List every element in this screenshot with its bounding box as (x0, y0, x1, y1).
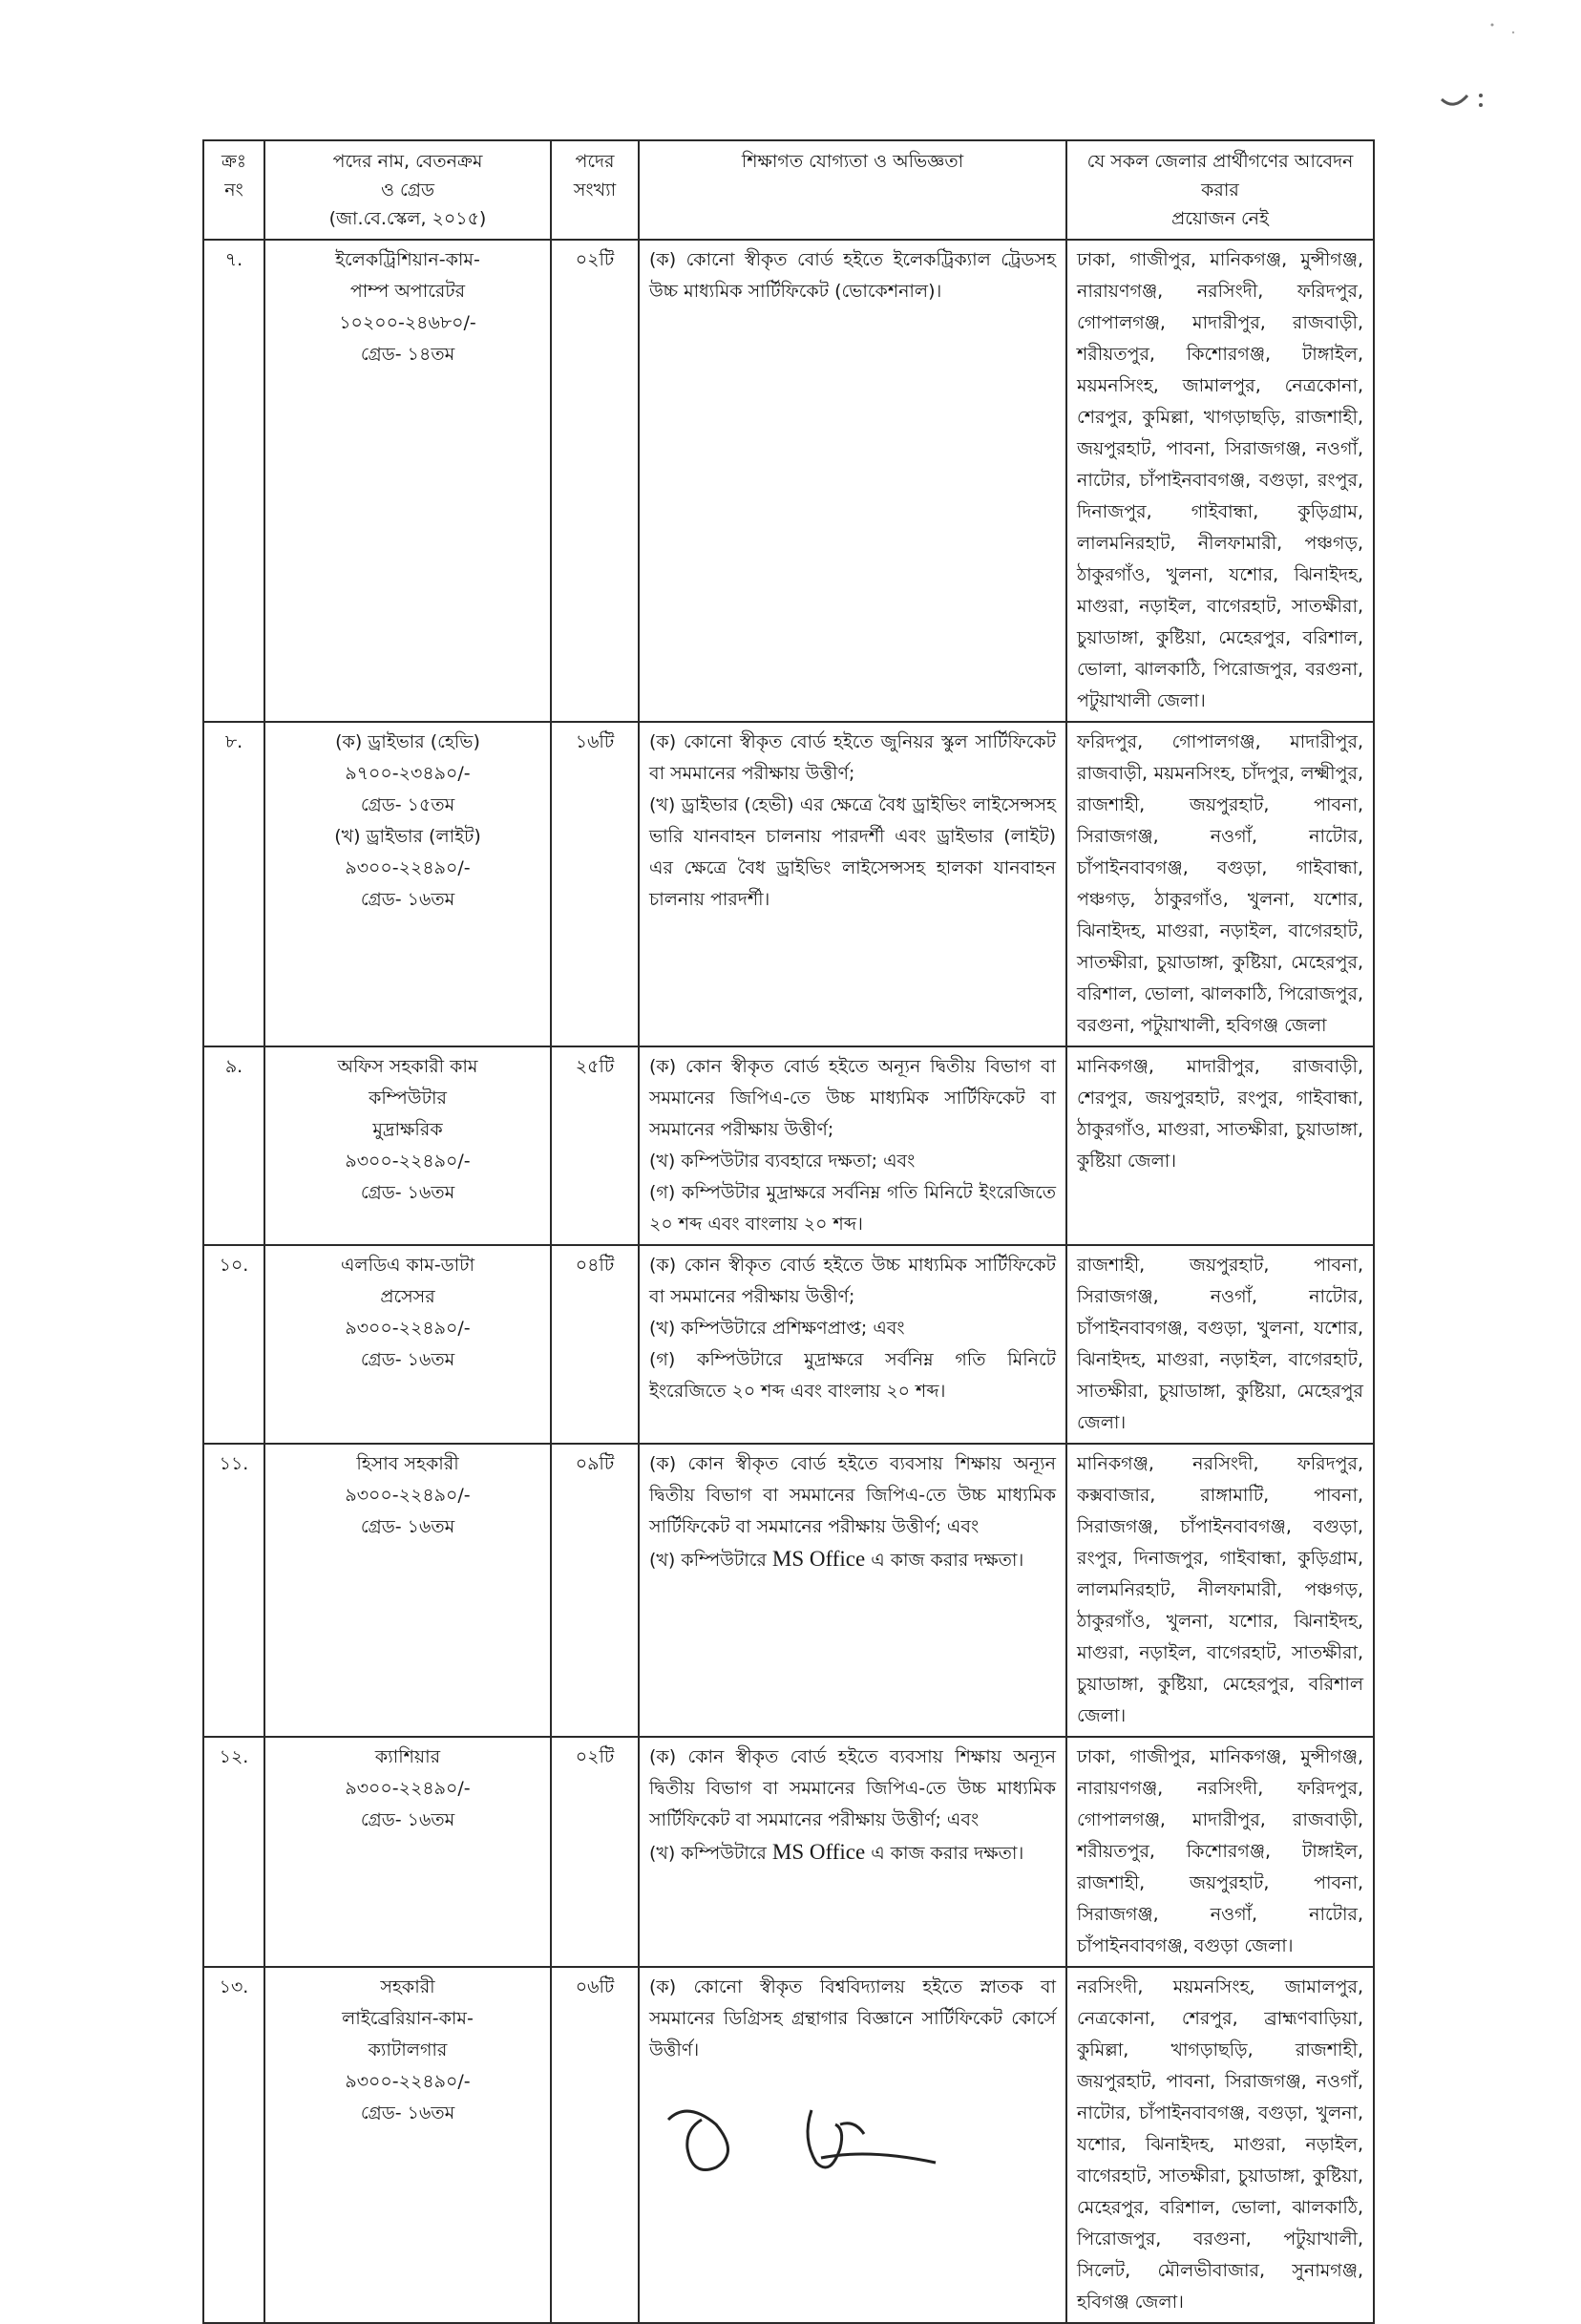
districts-cell: মানিকগঞ্জ, মাদারীপুর, রাজবাড়ী, শেরপুর, জয়পুরহাট, রংপুর, গাইবান্ধা, ঠাকুরগাঁও, মাগুরা, সাতক্ষীরা, চুয়াডাঙ্গা, কুষ্টিয়া জেলা। (1066, 1046, 1374, 1245)
table-header-row (203, 140, 1374, 240)
header-education: শিক্ষাগত যোগ্যতা ও অভিজ্ঞতা (639, 140, 1066, 240)
districts-cell: ঢাকা, গাজীপুর, মানিকগঞ্জ, মুন্সীগঞ্জ, নারায়ণগঞ্জ, নরসিংদী, ফরিদপুর, গোপালগঞ্জ, মাদারীপুর, রাজবাড়ী, শরীয়তপুর, কিশোরগঞ্জ, টাঙ্গাইল, ময়মনসিংহ, জামালপুর, নেত্রকোনা, শেরপুর, কুমিল্লা, খাগড়াছড়ি, রাজশাহী, জয়পুরহাট, পাবনা, সিরাজগঞ্জ, নওগাঁ, নাটোর, চাঁপাইনবাবগঞ্জ, বগুড়া, রংপুর, দিনাজপুর, গাইবান্ধা, কুড়িগ্রাম, লালমনিরহাট, নীলফামারী, পঞ্চগড়, ঠাকুরগাঁও, খুলনা, যশোর, ঝিনাইদহ, মাগুরা, নড়াইল, বাগেরহাট, সাতক্ষীরা, চুয়াডাঙ্গা, কুষ্টিয়া, মেহেরপুর, বরিশাল, ভোলা, ঝালকাঠি, পিরোজপুর, বরগুনা, পটুয়াখালী জেলা। (1066, 240, 1374, 722)
count-cell: ০৯টি (551, 1444, 639, 1737)
count-cell: ০৪টি (551, 1245, 639, 1444)
pen-mark-icon (1437, 86, 1494, 124)
education-cell: (ক) কোন স্বীকৃত বোর্ড হইতে ব্যবসায় শিক্ষায় অন্যূন দ্বিতীয় বিভাগ বা সমমানের জিপিএ-তে উচ্চ মাধ্যমিক সার্টিফিকেট বা সমমানের পরীক্ষায় উত্তীর্ণ; এবং (খ) কম্পিউটারে MS Office এ কাজ করার দক্ষতা। (639, 1737, 1066, 1967)
count-cell: ০২টি (551, 1737, 639, 1967)
count-cell: ০২টি (551, 240, 639, 722)
header-districts: যে সকল জেলার প্রার্থীগণের আবেদন করার প্রয়োজন নেই (1066, 140, 1374, 240)
table-row (203, 1245, 1374, 1444)
serial-cell: ১৩. (203, 1967, 264, 2323)
table-row (203, 240, 1374, 722)
post-cell: ইলেকট্রিশিয়ান-কাম- পাম্প অপারেটর ১০২০০-২৪৬৮০/- গ্রেড- ১৪তম (264, 240, 551, 722)
header-post: পদের নাম, বেতনক্রম ও গ্রেড (জা.বে.স্কেল, ২০১৫) (264, 140, 551, 240)
serial-cell: ৯. (203, 1046, 264, 1245)
serial-cell: ১০. (203, 1245, 264, 1444)
districts-cell: রাজশাহী, জয়পুরহাট, পাবনা, সিরাজগঞ্জ, নওগাঁ, নাটোর, চাঁপাইনবাবগঞ্জ, বগুড়া, খুলনা, যশোর, ঝিনাইদহ, মাগুরা, নড়াইল, বাগেরহাট, সাতক্ষীরা, চুয়াডাঙ্গা, কুষ্টিয়া, মেহেরপুর জেলা। (1066, 1245, 1374, 1444)
education-cell: (ক) কোনো স্বীকৃত বোর্ড হইতে ইলেকট্রিক্যাল ট্রেডসহ উচ্চ মাধ্যমিক সার্টিফিকেট (ভোকেশনাল)। (639, 240, 1066, 722)
serial-cell: ৭. (203, 240, 264, 722)
education-cell: (ক) কোন স্বীকৃত বোর্ড হইতে উচ্চ মাধ্যমিক সার্টিফিকেট বা সমমানের পরীক্ষায় উত্তীর্ণ; (খ) কম্পিউটারে প্রশিক্ষণপ্রাপ্ত; এবং (গ) কম্পিউটারে মুদ্রাক্ষরে সর্বনিম্ন গতি মিনিটে ইংরেজিতে ২০ শব্দ এবং বাংলায় ২০ শব্দ। (639, 1245, 1066, 1444)
post-cell: সহকারী লাইব্রেরিয়ান-কাম- ক্যাটালগার ৯৩০০-২২৪৯০/- গ্রেড- ১৬তম (264, 1967, 551, 2323)
education-cell: (ক) কোনো স্বীকৃত বোর্ড হইতে জুনিয়র স্কুল সার্টিফিকেট বা সমমানের পরীক্ষায় উত্তীর্ণ; (খ) ড্রাইভার (হেভী) এর ক্ষেত্রে বৈধ ড্রাইভিং লাইসেন্সসহ ভারি যানবাহন চালনায় পারদর্শী এবং ড্রাইভার (লাইট) এর ক্ষেত্রে বৈধ ড্রাইভিং লাইসেন্সসহ হালকা যানবাহন চালনায় পারদর্শী। (639, 722, 1066, 1046)
education-cell: (ক) কোন স্বীকৃত বোর্ড হইতে অন্যূন দ্বিতীয় বিভাগ বা সমমানের জিপিএ-তে উচ্চ মাধ্যমিক সার্টিফিকেট বা সমমানের পরীক্ষায় উত্তীর্ণ; (খ) কম্পিউটার ব্যবহারে দক্ষতা; এবং (গ) কম্পিউটার মুদ্রাক্ষরে সর্বনিম্ন গতি মিনিটে ইংরেজিতে ২০ শব্দ এবং বাংলায় ২০ শব্দ। (639, 1046, 1066, 1245)
post-cell: হিসাব সহকারী ৯৩০০-২২৪৯০/- গ্রেড- ১৬তম (264, 1444, 551, 1737)
header-count: পদের সংখ্যা (551, 140, 639, 240)
header-serial: ক্রঃ নং (203, 140, 264, 240)
table-body (203, 240, 1374, 2323)
count-cell: ২৫টি (551, 1046, 639, 1245)
education-cell: (ক) কোনো স্বীকৃত বিশ্ববিদ্যালয় হইতে স্নাতক বা সমমানের ডিগ্রিসহ গ্রন্থাগার বিজ্ঞানে সার্টিফিকেট কোর্সে উত্তীর্ণ। (639, 1967, 1066, 2323)
districts-cell: নরসিংদী, ময়মনসিংহ, জামালপুর, নেত্রকোনা, শেরপুর, ব্রাহ্মণবাড়িয়া, কুমিল্লা, খাগড়াছড়ি, রাজশাহী, জয়পুরহাট, পাবনা, সিরাজগঞ্জ, নওগাঁ, নাটোর, চাঁপাইনবাবগঞ্জ, বগুড়া, খুলনা, যশোর, ঝিনাইদহ, মাগুরা, নড়াইল, বাগেরহাট, সাতক্ষীরা, চুয়াডাঙ্গা, কুষ্টিয়া, মেহেরপুর, বরিশাল, ভোলা, ঝালকাঠি, পিরোজপুর, বরগুনা, পটুয়াখালী, সিলেট, মৌলভীবাজার, সুনামগঞ্জ, হবিগঞ্জ জেলা। (1066, 1967, 1374, 2323)
districts-cell: ফরিদপুর, গোপালগঞ্জ, মাদারীপুর, রাজবাড়ী, ময়মনসিংহ, চাঁদপুর, লক্ষ্মীপুর, রাজশাহী, জয়পুরহাট, পাবনা, সিরাজগঞ্জ, নওগাঁ, নাটোর, চাঁপাইনবাবগঞ্জ, বগুড়া, গাইবান্ধা, পঞ্চগড়, ঠাকুরগাঁও, খুলনা, যশোর, ঝিনাইদহ, মাগুরা, নড়াইল, বাগেরহাট, সাতক্ষীরা, চুয়াডাঙ্গা, কুষ্টিয়া, মেহেরপুর, বরিশাল, ভোলা, ঝালকাঠি, পিরোজপুর, বরগুনা, পটুয়াখালী, হবিগঞ্জ জেলা (1066, 722, 1374, 1046)
job-table (202, 139, 1375, 2324)
post-cell: অফিস সহকারী কাম কম্পিউটার মুদ্রাক্ষরিক ৯৩০০-২২৪৯০/- গ্রেড- ১৬তম (264, 1046, 551, 1245)
serial-cell: ৮. (203, 722, 264, 1046)
districts-cell: মানিকগঞ্জ, নরসিংদী, ফরিদপুর, কক্সবাজার, রাঙ্গামাটি, পাবনা, সিরাজগঞ্জ, চাঁপাইনবাবগঞ্জ, বগুড়া, রংপুর, দিনাজপুর, গাইবান্ধা, কুড়িগ্রাম, লালমনিরহাট, নীলফামারী, পঞ্চগড়, ঠাকুরগাঁও, খুলনা, যশোর, ঝিনাইদহ, মাগুরা, নড়াইল, বাগেরহাট, সাতক্ষীরা, চুয়াডাঙ্গা, কুষ্টিয়া, মেহেরপুর, বরিশাল জেলা। (1066, 1444, 1374, 1737)
serial-cell: ১২. (203, 1737, 264, 1967)
post-cell: (ক) ড্রাইভার (হেভি) ৯৭০০-২৩৪৯০/- গ্রেড- ১৫তম (খ) ড্রাইভার (লাইট) ৯৩০০-২২৪৯০/- গ্রেড- ১৬তম (264, 722, 551, 1046)
scan-speck-icon (1485, 19, 1523, 57)
table-row (203, 1737, 1374, 1967)
serial-cell: ১১. (203, 1444, 264, 1737)
post-cell: ক্যাশিয়ার ৯৩০০-২২৪৯০/- গ্রেড- ১৬তম (264, 1737, 551, 1967)
table-row (203, 722, 1374, 1046)
table-row (203, 1046, 1374, 1245)
districts-cell: ঢাকা, গাজীপুর, মানিকগঞ্জ, মুন্সীগঞ্জ, নারায়ণগঞ্জ, নরসিংদী, ফরিদপুর, গোপালগঞ্জ, মাদারীপুর, রাজবাড়ী, শরীয়তপুর, কিশোরগঞ্জ, টাঙ্গাইল, রাজশাহী, জয়পুরহাট, পাবনা, সিরাজগঞ্জ, নওগাঁ, নাটোর, চাঁপাইনবাবগঞ্জ, বগুড়া জেলা। (1066, 1737, 1374, 1967)
table-row (203, 1444, 1374, 1737)
signature-icon (649, 2081, 964, 2196)
count-cell: ১৬টি (551, 722, 639, 1046)
education-cell: (ক) কোন স্বীকৃত বোর্ড হইতে ব্যবসায় শিক্ষায় অন্যূন দ্বিতীয় বিভাগ বা সমমানের জিপিএ-তে উচ্চ মাধ্যমিক সার্টিফিকেট বা সমমানের পরীক্ষায় উত্তীর্ণ; এবং (খ) কম্পিউটারে MS Office এ কাজ করার দক্ষতা। (639, 1444, 1066, 1737)
count-cell: ০৬টি (551, 1967, 639, 2323)
post-cell: এলডিএ কাম-ডাটা প্রসেসর ৯৩০০-২২৪৯০/- গ্রেড- ১৬তম (264, 1245, 551, 1444)
